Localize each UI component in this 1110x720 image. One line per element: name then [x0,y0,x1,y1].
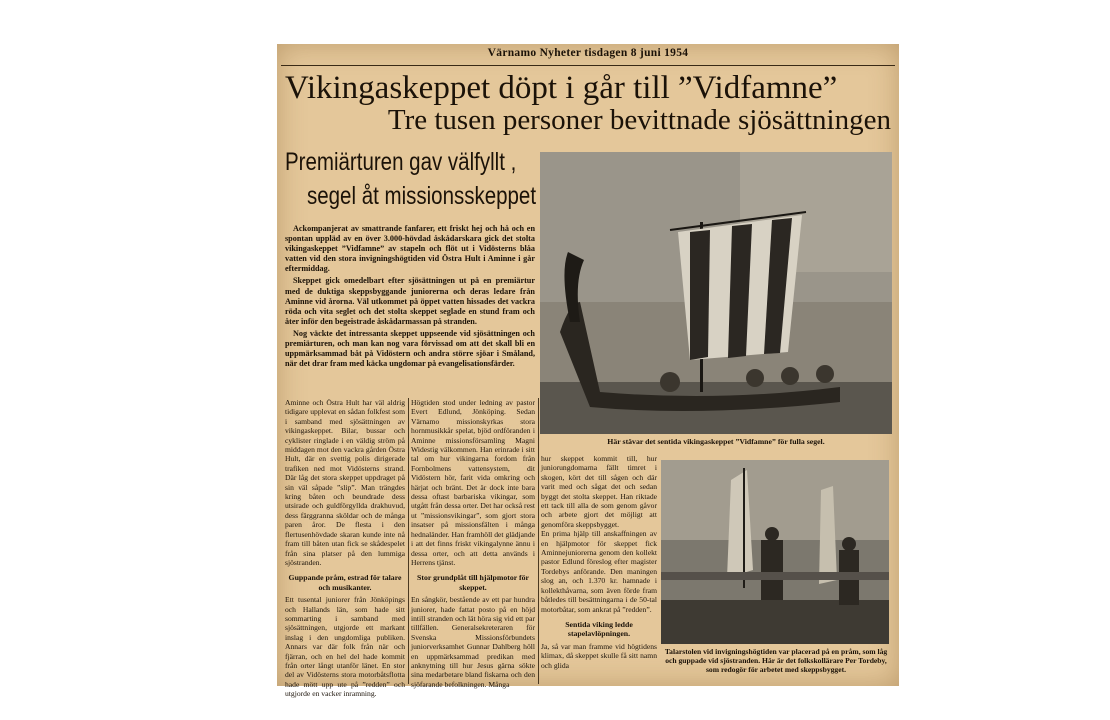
column-3-paragraph-1: hur skeppet kommit till, hur juniorungdomarna fällt timret i skogen, kört det till sågen och där varit med och sågat det och sedan byggt det stolta skeppet. Han riktade ett tack till alla de som genom gåvor och arbete gjort det möjligt att genomföra skeppsbygget. [541,454,657,529]
column-3-subheading: Sentida viking ledde stapelavlöpningen. [565,619,633,639]
article-column-3 [541,454,657,686]
column-1-subheading: Guppande pråm, estrad för talare och musikanter. [288,573,402,592]
column-divider [538,398,539,684]
headline: Vikingaskeppet döpt i går till ”Vidfamne” [285,70,838,106]
subheadline: Tre tusen personer bevittnade sjösättningen [387,104,891,136]
kicker-line-1: Premiärturen gav välfyllt , [285,148,517,176]
column-1-paragraph-2: Ett tusental juniorer från Jönköpings och Hallands län, som hade sitt sommarting i samband med sjösättningen, utgjorde ett markant inslag i den ungdomliga publiken. Annars var där folk från när och fjärran, och en hel del hade kommit från orter långt utanför länet. En stor del av Vidösterns stora motorbåtsflotta hade mött upp ute på ”redden” och utgjorde en vacker inramning. [285,595,405,699]
masthead: Värnamo Nyheter tisdagen 8 juni 1954 [487,47,689,59]
column-3-paragraph-2: En prima hjälp till anskaffningen av en hjälpmotor för skeppet fick Aminnejuniorerna genom den kollekt pastor Edlund föreslog efter magister Tordebys anförande. Den maningen slog an, och 1.370 kr. hamnade i kollekthåvarna, som även förde fram båtledes till besättningarna i de 50-tal motorbåtar, som ankrat på ”redden”. [541,529,657,614]
article-column-2 [411,398,535,689]
lead-paragraph-1: Ackompanjerat av smattrande fanfarer, ett friskt hej och hå och en spontan uppläd av en över 3.000-hövdad åskådarskara gick det stolta vikingaskeppet ”Vidfamne” av stapeln och flöt ut i Vidösterns blåa vatten vid den stora invigningshögtiden vid Östra Hult i Aminne i går eftermiddag. [285,224,535,274]
column-3-paragraph-3: Ja, så var man framme vid högtidens klimax, då skeppet skulle få sitt namn och glida [541,641,657,670]
column-2-subheading: Stor grundplåt till hjälpmotor för skeppet. [417,573,529,592]
column-2-paragraph-1: Högtiden stod under ledning av pastor Evert Edlund, Jönköping. Sedan Värnamo missionskyrkas stora hornmusikkår spelat, bjöd ordföranden i Aminne missionsförsamling Magni Widestig välkommen. Han erinrade i sitt tal om hur vikingarna fordom från Fornbolmens vattensystem, dit Vidöstern hör, farit vida omkring och härjat och bränt. Det är dock inte bara dessa oftast barbariska vikingar, som utgått från dessa orter. Det har också rest ut ”missionsvikingar”, som gjort stora insatser på missionsfälten i många hednaländer. Han framhöll det glädjande i att det finns friskt vikingalynne ännu i dessa orter, och att detta används i Herrens tjänst. [411,398,535,567]
lead-paragraphs [285,224,535,392]
kicker-line-2: segel åt missionsskeppet [307,182,537,210]
photo-caption-1: Här stävar det sentida vikingaskeppet ”Vidfamne” för fulla segel. [607,437,825,446]
lead-paragraph-2: Skeppet gick omedelbart efter sjösättningen ut på en premiärtur med de duktiga skeppsbyggande juniorerna och deras ledare från Aminne vid årorna. Väl utkommet på öppet vatten hissades det vackra röda och vita seglet och det stolta skeppet seglade en stund fram och åter inför den begeistrade åskådarmassan på stranden. [285,276,535,326]
viking-ship-photo [540,152,892,434]
newspaper-clipping [277,44,899,699]
lead-paragraph-3: Nog väckte det intressanta skeppet uppseende vid sjösättningen och premiärturen, och man kan nog vara förvissad om att det skall bli en uppmärksammad båt på Vidöstern och andra större sjöar i Småland, när det drar fram med käcka ungdomar på evangelisationsfärder. [285,328,535,369]
column-1-paragraph-1: Aminne och Östra Hult har väl aldrig tidigare upplevat en sådan folkfest som i samband med sjösättningen av vikingaskeppet. Bilar, bussar och cyklister ringlade i en väldig ström på middagen mot den vackra gården Östra Hult, där en svettig polis dirigerade trafiken ned mot Vidösterns strand. Där låg det stora skeppet uppdraget på sin väl såpade ”slip”. Man trängdes kring båten och beundrade dess utsirade och guldförgyllda drakhuvud, dess färggranna sköldar och de många paren åror. De flesta i den flertusenhövdade skaran kunde inte nå fram till båten utan fick se skådespelet från sina platser på den lummiga sjöstranden. [285,398,405,567]
photo-caption-2: Talarstolen vid invigningshögtiden var placerad på en pråm, som låg och guppade vid sjöstranden. Här är det folkskollärare Per Tordeby, som redogör för arbetet med skeppsbygget. [664,647,888,675]
column-divider [408,398,409,684]
speaker-barge-photo [661,460,889,644]
article-column-1 [285,398,405,699]
column-2-paragraph-2: En sångkör, bestående av ett par hundra juniorer, hade fattat posto på en höjd intill stranden och lät höra sig vid ett par tillfällen. Generalsekreteraren för Svenska Missionsförbundets juniorverksamhet Gunnar Dahlberg höll en uppmärksammad predikan med anknytning till hur Jesus gärna sökte sina medarbetare bland fiskarna och den sjöfarande befolkningen. Många [411,595,535,689]
masthead-rule [281,65,895,66]
